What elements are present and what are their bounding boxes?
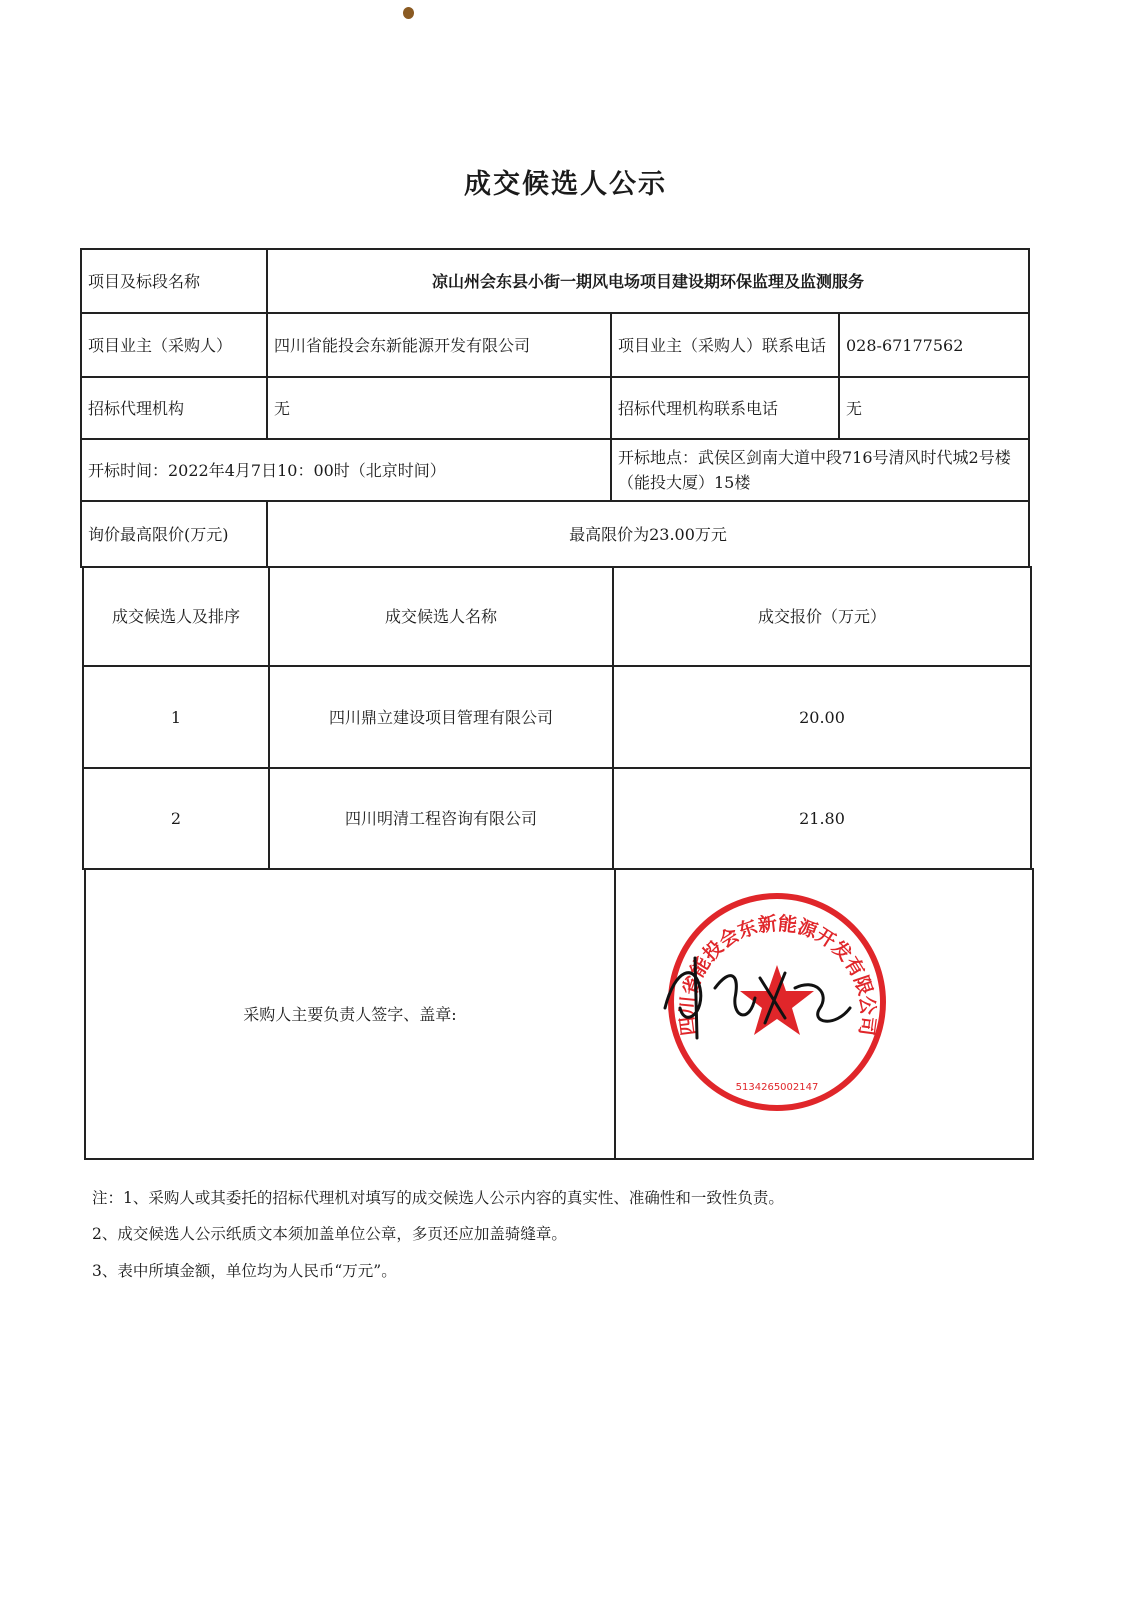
owner-name: 四川省能投会东新能源开发有限公司 — [266, 312, 612, 378]
note-line: 3、表中所填金额，单位均为人民币“万元”。 — [92, 1262, 397, 1280]
signature-label: 采购人主要负责人签字、盖章: — [84, 868, 616, 1160]
handwritten-signature — [655, 948, 855, 1043]
seal-text: 四川省能投会东新能源开发有限公司 — [676, 912, 879, 1037]
open-place: 开标地点：武侯区剑南大道中段716号清风时代城2号楼（能投大厦）15楼 — [610, 438, 1030, 502]
project-name: 凉山州会东县小街一期风电场项目建设期环保监理及监测服务 — [266, 248, 1030, 314]
agency-value: 无 — [266, 376, 612, 440]
scan-dot — [403, 7, 414, 19]
col-price-header: 成交报价（万元） — [612, 566, 1032, 667]
agency-phone-label: 招标代理机构联系电话 — [610, 376, 840, 440]
seal-number: 5134265002147 — [735, 1082, 819, 1093]
document-title: 成交候选人公示 — [464, 169, 667, 200]
candidate-price: 20.00 — [612, 665, 1032, 769]
candidate-rank: 2 — [82, 767, 270, 870]
open-time: 开标时间：2022年4月7日10：00时（北京时间） — [80, 438, 612, 502]
candidate-name: 四川鼎立建设项目管理有限公司 — [268, 665, 614, 769]
note-line: 注：1、采购人或其委托的招标代理机对填写的成交候选人公示内容的真实性、准确性和一致性负责。 — [92, 1189, 784, 1207]
max-price-value: 最高限价为23.00万元 — [266, 500, 1030, 568]
candidate-rank: 1 — [82, 665, 270, 769]
owner-phone: 028-67177562 — [838, 312, 1030, 378]
owner-label: 项目业主（采购人） — [80, 312, 268, 378]
candidate-price: 21.80 — [612, 767, 1032, 870]
candidate-name: 四川明清工程咨询有限公司 — [268, 767, 614, 870]
col-rank-header: 成交候选人及排序 — [82, 566, 270, 667]
agency-label: 招标代理机构 — [80, 376, 268, 440]
project-label: 项目及标段名称 — [80, 248, 268, 314]
max-price-label: 询价最高限价(万元) — [80, 500, 268, 568]
col-name-header: 成交候选人名称 — [268, 566, 614, 667]
agency-phone: 无 — [838, 376, 1030, 440]
owner-phone-label: 项目业主（采购人）联系电话 — [610, 312, 840, 378]
note-line: 2、成交候选人公示纸质文本须加盖单位公章，多页还应加盖骑缝章。 — [92, 1225, 567, 1243]
